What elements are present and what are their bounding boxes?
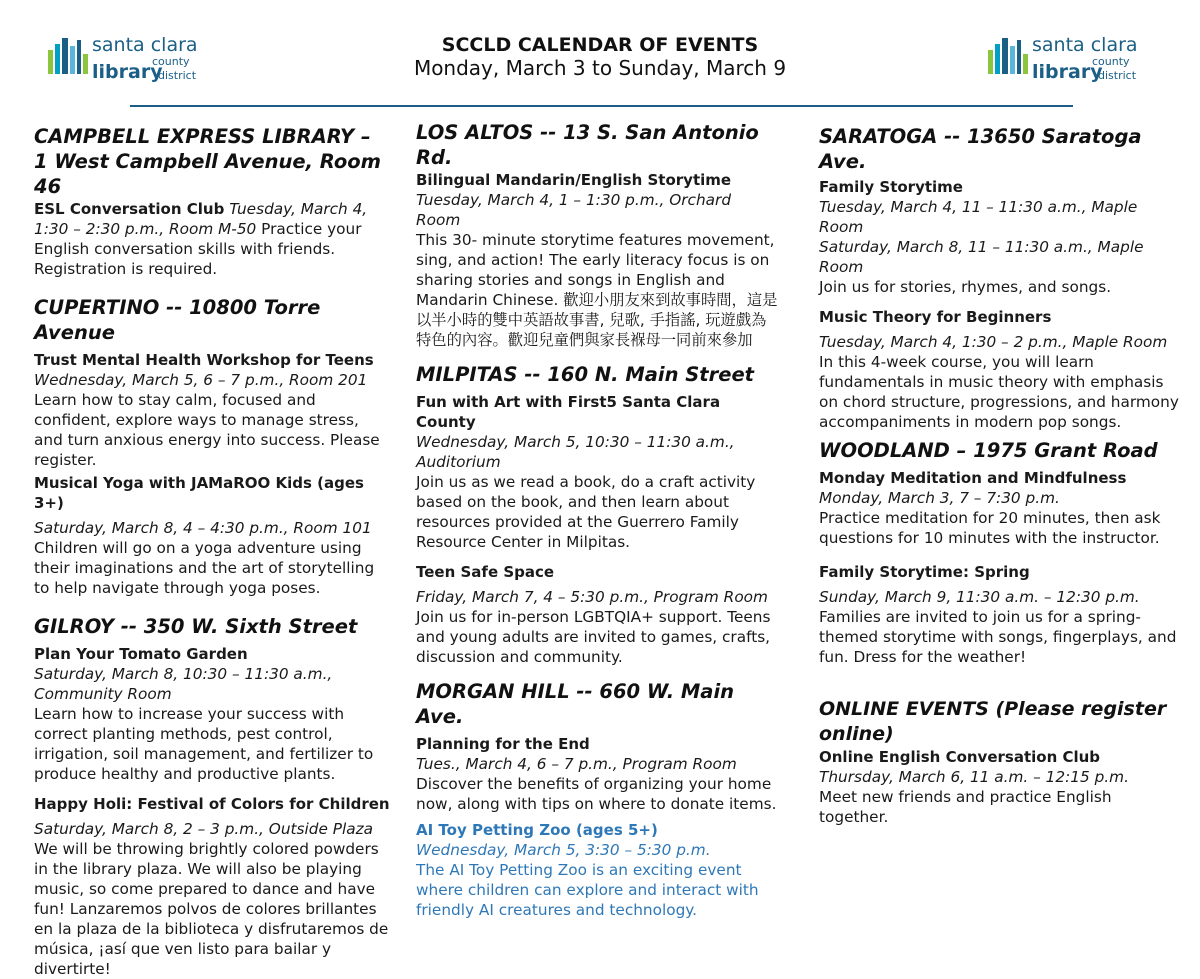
logo-text-library: library <box>1032 61 1103 83</box>
event-date: Saturday, March 8, 11 – 11:30 a.m., Maple Room <box>819 238 1144 276</box>
event-description: Learn how to increase your success with correct planting methods, pest control, irrigation, soil management, and fertilizer to produce healthy and productive plants. <box>34 705 374 783</box>
event-family-storytime-spring <box>819 562 1184 667</box>
library-books-icon <box>986 36 1030 80</box>
event-date: Wednesday, March 5, 3:30 – 5:30 p.m. <box>416 841 711 859</box>
event-ai-toy-petting-zoo <box>416 820 778 920</box>
event-date: Saturday, March 8, 2 – 3 p.m., Outside Plaza <box>34 820 373 838</box>
event-description: Join us for stories, rhymes, and songs. <box>819 278 1112 296</box>
column-middle <box>416 120 778 920</box>
branch-heading-cupertino: CUPERTINO -- 10800 Torre Avenue <box>34 296 321 344</box>
page-subtitle: Monday, March 3 to Sunday, March 9 <box>413 56 787 80</box>
event-online-english-club <box>819 747 1184 827</box>
event-description: Join us for in-person LGBTQIA+ support. Teens and young adults are invited to games, crafts, discussion and community. <box>416 608 771 666</box>
column-left <box>34 124 390 979</box>
logo-text-district: district <box>1098 69 1137 82</box>
branch-heading-online: ONLINE EVENTS (Please register online) <box>819 698 1167 745</box>
column-right <box>819 124 1184 827</box>
event-bilingual-storytime <box>416 170 778 350</box>
branch-heading-saratoga: SARATOGA -- 13650 Saratoga Ave. <box>819 125 1142 173</box>
event-planning-for-the-end <box>416 734 778 814</box>
event-title: Planning for the End <box>416 735 590 753</box>
event-description: In this 4-week course, you will learn fundamentals in music theory with emphasis on chord structure, progressions, and harmony accompaniments in modern pop songs. <box>819 353 1179 431</box>
event-date: Saturday, March 8, 10:30 – 11:30 a.m., Community Room <box>34 665 333 703</box>
event-title: Happy Holi: Festival of Colors for Children <box>34 795 390 813</box>
event-family-storytime <box>819 177 1184 297</box>
event-description: We will be throwing brightly colored powders in the library plaza. We will also be playing music, so come prepared to dance and have fun! Lanzaremos polvos de colores brillantes en la plaza de la biblioteca y disfrutaremos de música, ¡así que ven listo para bailar y divertirte! <box>34 840 389 978</box>
event-description: Families are invited to join us for a spring-themed storytime with songs, fingerplays, and fun. Dress for the weather! <box>819 608 1177 666</box>
logo-text-library: library <box>92 61 163 83</box>
event-title: ESL Conversation Club <box>34 200 225 218</box>
event-date: Wednesday, March 5, 6 – 7 p.m., Room 201 <box>34 371 368 389</box>
event-title: Musical Yoga with JAMaROO Kids (ages 3+) <box>34 474 364 512</box>
event-mental-health-workshop <box>34 350 390 470</box>
event-title: Teen Safe Space <box>416 563 555 581</box>
logo-text-county: county <box>152 55 190 68</box>
event-text <box>34 199 390 279</box>
page-header <box>300 34 900 80</box>
event-description: Practice your English conversation skills with friends. Registration is required. <box>34 220 362 278</box>
event-musical-yoga <box>34 473 390 598</box>
event-description: Children will go on a yoga adventure using their imaginations and the art of storytelling to help navigate through yoga poses. <box>34 539 375 597</box>
branch-heading-woodland: WOODLAND – 1975 Grant Road <box>819 439 1158 462</box>
event-date: Saturday, March 8, 4 – 4:30 p.m., Room 101 <box>34 519 372 537</box>
event-title: Monday Meditation and Mindfulness <box>819 469 1127 487</box>
event-date: Friday, March 7, 4 – 5:30 p.m., Program Room <box>416 588 768 606</box>
event-date: Wednesday, March 5, 10:30 – 11:30 a.m., Auditorium <box>416 433 735 471</box>
event-title: Fun with Art with First5 Santa Clara County <box>416 393 721 431</box>
event-description: Practice meditation for 20 minutes, then ask questions for 10 minutes with the instructor. <box>819 509 1161 547</box>
event-happy-holi <box>34 794 390 979</box>
event-title: Family Storytime <box>819 178 963 196</box>
branch-heading-morgan-hill: MORGAN HILL -- 660 W. Main Ave. <box>416 680 735 728</box>
event-esl-conversation-club <box>34 199 390 279</box>
branch-heading-gilroy: GILROY -- 350 W. Sixth Street <box>34 615 358 638</box>
branch-heading-los-altos: LOS ALTOS -- 13 S. San Antonio Rd. <box>416 121 759 169</box>
logo-text-county: county <box>1092 55 1130 68</box>
event-description: This 30- minute storytime features movement, sing, and action! The early literacy focus is on sharing stories and songs in English and Mandarin Chinese. 歡迎小朋友來到故事時間，這是以半小時的雙中英語故事書, 兒歌, 手指謠, 玩遊戲為特色的內容。歡迎兒童們與家長褓母一同前來參加 <box>416 231 778 349</box>
event-title: Online English Conversation Club <box>819 748 1101 766</box>
event-title: Music Theory for Beginners <box>819 308 1052 326</box>
event-date: Monday, March 3, 7 – 7:30 p.m. <box>819 489 1060 507</box>
event-date: Tuesday, March 4, 1 – 1:30 p.m., Orchard Room <box>416 191 732 229</box>
event-description: Meet new friends and practice English together. <box>819 788 1112 826</box>
event-date: Tuesday, March 4, 11 – 11:30 a.m., Maple Room <box>819 198 1138 236</box>
event-date: Thursday, March 6, 11 a.m. – 12:15 p.m. <box>819 768 1129 786</box>
event-tomato-garden <box>34 644 390 784</box>
branch-heading-milpitas: MILPITAS -- 160 N. Main Street <box>416 363 755 386</box>
logo-text-santa-clara: santa clara <box>92 34 198 56</box>
event-music-theory <box>819 307 1184 432</box>
page-title: SCCLD CALENDAR OF EVENTS <box>441 34 759 56</box>
event-date: Tues., March 4, 6 – 7 p.m., Program Room <box>416 755 737 773</box>
event-meditation <box>819 468 1184 548</box>
library-books-icon <box>46 36 90 80</box>
header-divider <box>130 105 1073 107</box>
event-date: Tuesday, March 4, 1:30 – 2:30 p.m., Room M-50 <box>34 200 368 238</box>
logo-text-santa-clara: santa clara <box>1032 34 1138 56</box>
event-description: Join us as we read a book, do a craft activity based on the book, and then learn about resources provided at the Guerrero Family Resource Center in Milpitas. <box>416 473 756 551</box>
event-title: Trust Mental Health Workshop for Teens <box>34 351 374 369</box>
event-fun-with-art <box>416 392 778 552</box>
branch-heading-campbell: CAMPBELL EXPRESS LIBRARY – 1 West Campbell Avenue, Room 46 <box>34 125 381 198</box>
event-title: AI Toy Petting Zoo (ages 5+) <box>416 821 658 839</box>
event-title: Family Storytime: Spring <box>819 563 1030 581</box>
event-date: Sunday, March 9, 11:30 a.m. – 12:30 p.m. <box>819 588 1140 606</box>
event-description: The AI Toy Petting Zoo is an exciting event where children can explore and interact with friendly AI creatures and technology. <box>416 861 759 919</box>
event-title: Plan Your Tomato Garden <box>34 645 248 663</box>
event-description: Discover the benefits of organizing your home now, along with tips on where to donate items. <box>416 775 777 813</box>
event-date: Tuesday, March 4, 1:30 – 2 p.m., Maple Room <box>819 333 1168 351</box>
event-description: Learn how to stay calm, focused and confident, explore ways to manage stress, and turn anxious energy into success. Please register. <box>34 391 380 469</box>
logo-text-district: district <box>158 69 197 82</box>
event-title: Bilingual Mandarin/English Storytime <box>416 171 732 189</box>
event-teen-safe-space <box>416 562 778 667</box>
